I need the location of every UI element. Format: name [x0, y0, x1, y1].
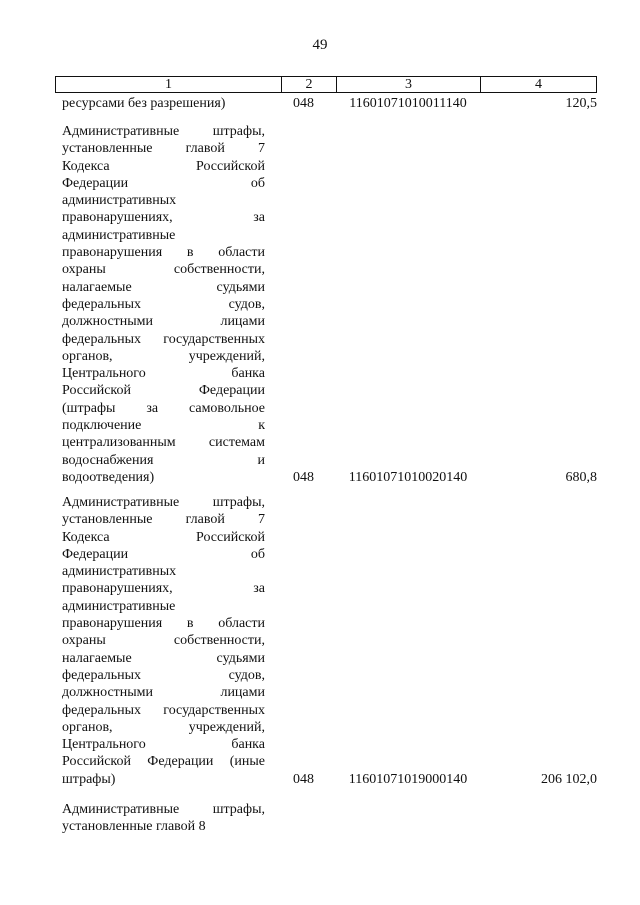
description-line: органов, учреждений,: [62, 719, 265, 735]
description-line: Федерации об: [62, 546, 265, 562]
description-line: охраны собственности,: [62, 633, 265, 649]
row-code-admin: 048: [293, 771, 314, 787]
row-amount: 120,5: [565, 96, 597, 111]
description-line: должностными лицами: [62, 685, 265, 701]
description-line: должностными лицами: [62, 314, 265, 330]
description-line: Административные штрафы,: [62, 802, 265, 817]
description-line: штрафы): [62, 771, 116, 787]
description-line: органов, учреждений,: [62, 348, 265, 364]
description-line: Административные штрафы,: [62, 124, 265, 139]
table-header: [55, 76, 597, 93]
description-line: подключение к: [62, 418, 265, 434]
description-line: налагаемые судьями: [62, 279, 265, 295]
description-line: Федерации об: [62, 175, 265, 191]
row-description: [62, 95, 265, 112]
description-line: Российской Федерации (иные: [62, 754, 265, 770]
row-description: [62, 494, 265, 788]
description-line: ресурсами без разрешения): [62, 96, 226, 111]
description-line: федеральных государственных: [62, 702, 265, 718]
description-line: установленные главой 7: [62, 141, 265, 157]
description-line: административные: [62, 227, 176, 243]
row-code-admin: 048: [293, 470, 314, 485]
description-line: налагаемые судьями: [62, 650, 265, 666]
description-line: правонарушения в области: [62, 616, 265, 632]
description-line: водоснабжения и: [62, 452, 265, 468]
description-line: административных: [62, 564, 177, 580]
row-code-admin: 048: [293, 96, 314, 111]
description-line: Центрального банка: [62, 366, 265, 382]
page-number: 49: [312, 37, 328, 53]
description-line: Кодекса Российской: [62, 529, 265, 545]
row-description: [62, 801, 265, 836]
row-amount: 206 102,0: [541, 771, 597, 787]
header-col-2: 2: [282, 77, 337, 93]
description-line: федеральных судов,: [62, 667, 265, 683]
description-line: правонарушениях, за: [62, 210, 265, 226]
description-line: правонарушениях, за: [62, 581, 265, 597]
header-col-3: 3: [337, 77, 481, 93]
header-col-4: 4: [481, 77, 597, 93]
row-description: [62, 123, 265, 486]
description-line: охраны собственности,: [62, 262, 265, 278]
description-line: установленные главой 8: [62, 819, 206, 835]
description-line: Российской Федерации: [62, 383, 265, 399]
description-line: административных: [62, 193, 177, 209]
row-budget-code: 11601071010020140: [348, 470, 468, 485]
header-col-1: 1: [56, 77, 282, 93]
description-line: (штрафы за самовольное: [62, 400, 265, 416]
description-line: водоотведения): [62, 469, 155, 485]
description-line: Кодекса Российской: [62, 158, 265, 174]
description-line: правонарушения в области: [62, 245, 265, 261]
description-line: административные: [62, 598, 176, 614]
description-line: федеральных судов,: [62, 296, 265, 312]
description-line: Административные штрафы,: [62, 495, 265, 510]
row-amount: 680,8: [565, 470, 597, 485]
description-line: Центрального банка: [62, 737, 265, 753]
row-budget-code: 11601071019000140: [348, 771, 468, 787]
description-line: централизованным системам: [62, 435, 265, 451]
description-line: федеральных государственных: [62, 331, 265, 347]
row-budget-code: 11601071010011140: [349, 96, 467, 111]
description-line: установленные главой 7: [62, 512, 265, 528]
